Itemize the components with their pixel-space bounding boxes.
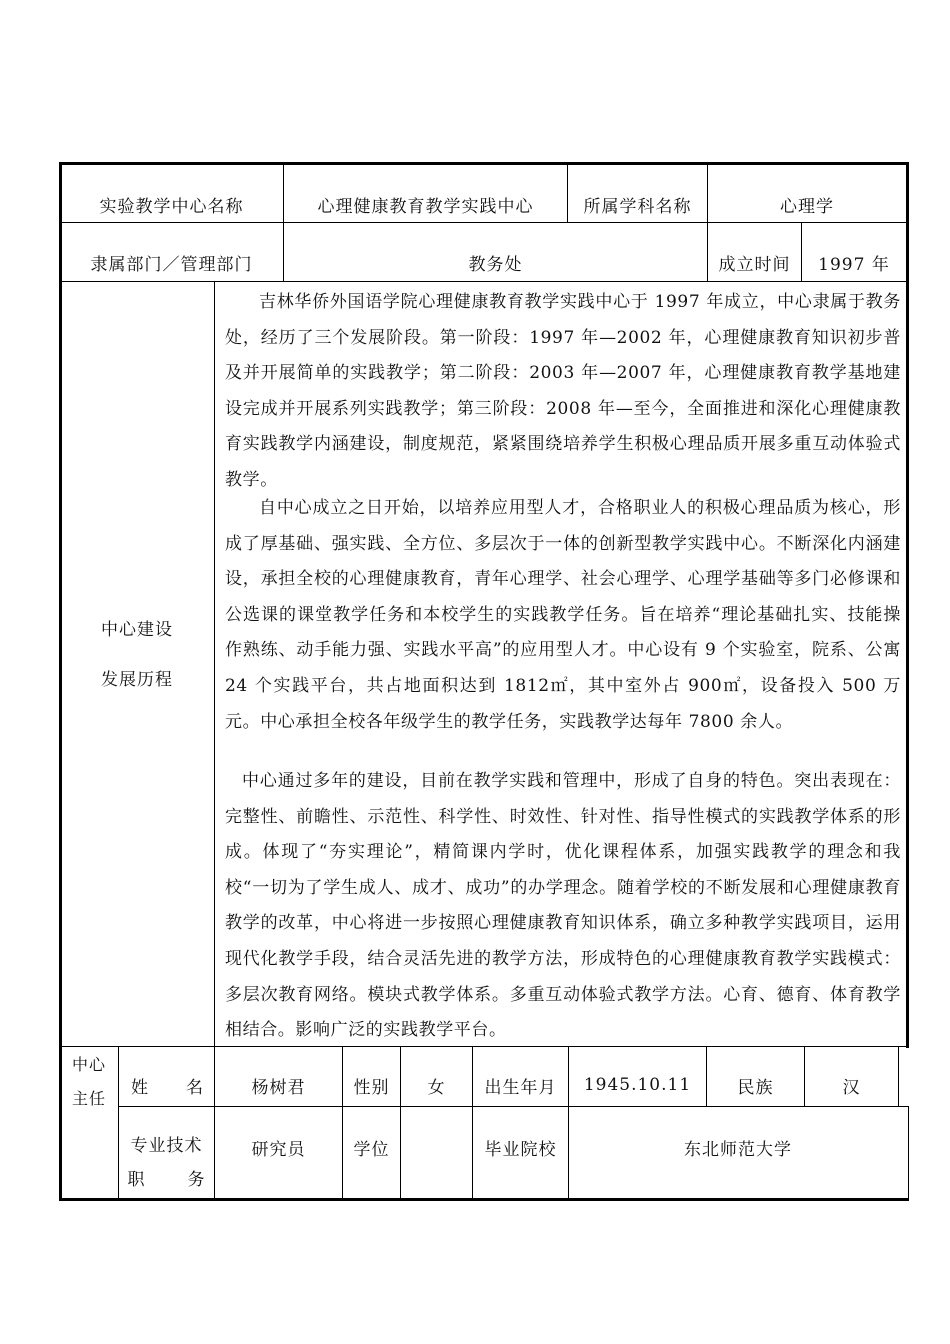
degree-label: 学位	[353, 1139, 390, 1160]
director-section-label	[60, 1048, 118, 1116]
dept-value: 教务处	[468, 255, 523, 275]
title-label-line1: 专业技术	[130, 1136, 203, 1156]
history-paragraph-3: 中心通过多年的建设，目前在教学实践和管理中，形成了自身的特色。突出表现在：完整性、前瞻性、示范性、科学性、时效性、针对性、指导性模式的实践教学体系的形成。体现了“夯实理论”，精简课内学时，优化课程体系，加强实践教学的理念和我校“一切为了学生成人、成才、成功”的办学理念。随着学校的不断发展和心理健康教育教学的改革，中心将进一步按照心理健康教育知识体系，确立多种教学实践项目，运用现代化教学手段，结合灵活先进的教学方法，形成特色的心理健康教育教学实践模式：多层次教育网络。模块式教学体系。多重互动体验式教学方法。心育、德育、体育教学相结合。影响广泛的实践教学平台。	[225, 771, 901, 1041]
table-right-border-row5	[898, 1046, 899, 1106]
gender-value: 女	[427, 1077, 446, 1098]
birth-value: 1945.10.11	[583, 1075, 692, 1095]
row-divider-4	[118, 1106, 909, 1107]
ethnicity-label: 民族	[737, 1077, 774, 1098]
discipline-value: 心理学	[780, 196, 834, 217]
dept-label: 隶属部门／管理部门	[90, 255, 253, 275]
history-label-line2: 发展历程	[101, 670, 173, 690]
title-label-char1: 职	[127, 1170, 146, 1190]
name-label-char2: 名	[186, 1077, 204, 1098]
center-name-value: 心理健康教育教学实践中心	[317, 196, 534, 217]
discipline-label: 所属学科名称	[583, 196, 692, 217]
history-paragraph-2: 自中心成立之日开始，以培养应用型人才，合格职业人的积极心理品质为核心，形成了厚基础、强实践、全方位、多层次于一体的创新型教学实践中心。不断深化内涵建设，承担全校的心理健康教育，青年心理学、社会心理学、心理学基础等多门必修课和公选课的课堂教学任务和本校学生的实践教学任务。旨在培养“理论基础扎实、技能操作熟练、动手能力强、实践水平高”的应用型人才。中心设有 9 个实验室，院系、公寓 24 个实践平台，共占地面积达到 1812㎡，其中室外占 900㎡，设备投入 500 万元。中心承担全校各年级学生的教学任务，实践教学达每年 7800 余人。	[225, 498, 901, 732]
history-label-line1: 中心建设	[101, 620, 173, 640]
founded-label: 成立时间	[718, 255, 791, 275]
name-value: 杨树君	[251, 1077, 306, 1098]
title-label-char2: 务	[187, 1170, 206, 1190]
founded-value: 1997 年	[818, 255, 890, 275]
birth-label: 出生年月	[484, 1077, 557, 1098]
degree-value	[401, 1128, 472, 1166]
history-label-divider	[214, 281, 215, 1199]
school-label: 毕业院校	[484, 1139, 557, 1160]
table-right-border-upper	[906, 162, 909, 1048]
name-label-char1: 姓	[131, 1077, 149, 1098]
history-label	[60, 600, 214, 710]
school-value: 东北师范大学	[684, 1139, 792, 1160]
title-label	[119, 1128, 214, 1198]
title-value: 研究员	[251, 1139, 306, 1160]
gender-label: 性别	[353, 1077, 390, 1098]
director-section-label-line1: 中心	[71, 1055, 106, 1074]
director-section-label-line2: 主任	[71, 1089, 106, 1108]
center-name-label: 实验教学中心名称	[99, 196, 244, 217]
name-label	[119, 1064, 214, 1106]
history-paragraph-1: 吉林华侨外国语学院心理健康教育教学实践中心于 1997 年成立，中心隶属于教务处，经历了三个发展阶段。第一阶段：1997 年—2002 年，心理健康教育知识初步普及并开展简单的实践教学；第二阶段：2003 年—2007 年，心理健康教育教学基地建设完成并开展系列实践教学；第三阶段：2008 年—至今，全面推进和深化心理健康教育实践教学内涵建设，制度规范，紧紧围绕培养学生积极心理品质开展多重互动体验式教学。	[225, 292, 901, 490]
table-bottom-border	[59, 1198, 909, 1201]
ethnicity-value: 汉	[842, 1077, 861, 1098]
table-right-border-row6	[908, 1106, 909, 1199]
title-label-line2	[128, 1163, 206, 1197]
